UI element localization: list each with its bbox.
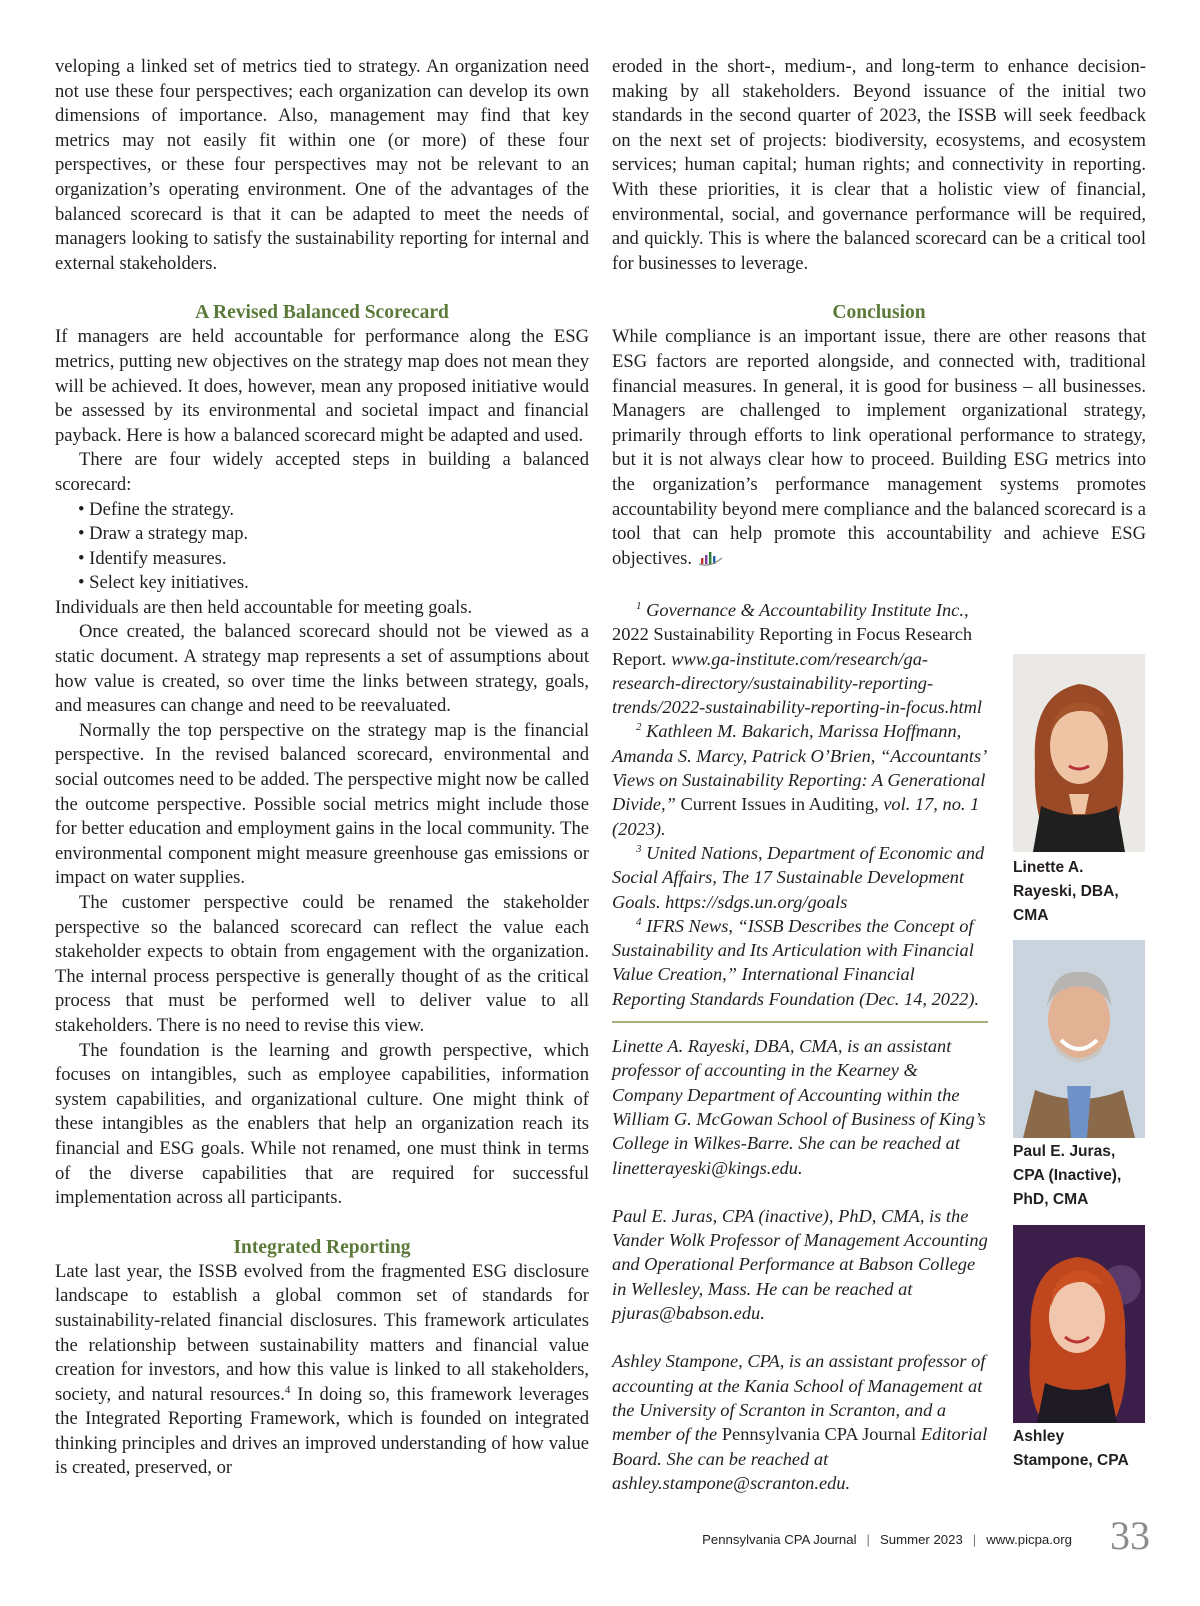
left-column [55,55,589,1481]
bio-rayeski: Linette A. Rayeski, DBA, CMA, is an assistant professor of accounting in the Kearney & Company Department of Accounting within the William G. McGowan School of Business of King’s College in Wilkes-Barre. She can be reached at linetterayeski@kings.edu. [612,1036,986,1178]
footnote-ref: 4 [284,1383,291,1396]
footnote-number: 2 [636,721,642,734]
bio-text: Pennsylvania CPA Journal [717,1424,917,1445]
section-title-integrated-reporting: Integrated Reporting [233,1236,411,1258]
photo-stampone [1013,1225,1145,1423]
bio-text: Ashley Stampone, CPA, is an assistant professor of accounting at the Kania School of Management at the University of Scranton in Scranton, and a member of the [612,1351,986,1445]
steps-list [55,498,589,596]
photo-juras [1013,940,1145,1138]
footnote-text: Governance & Accountability Institute Inc., [646,600,969,620]
paragraph: Individuals are then held accountable for meeting goals. [55,596,473,618]
paragraph-text: In doing so, this framework leverages the Integrated Reporting Framework, which is founded on integrated thinking principles and drives an improved understanding of how value is created, preserved, or [55,1383,589,1479]
caption-rayeski [1013,856,1153,928]
conclusion-paragraph [612,325,1146,574]
bio-text: Editorial Board. She can be reached at ashley.stampone@scranton.edu. [612,1424,988,1493]
footnote-text: Current Issues in Auditing [675,794,875,815]
paragraph-text: While compliance is an important issue, there are other reasons that ESG factors are reported alongside, and connected with, traditional financial measures. In general, it is good for business – all businesses. Managers are challenged to implement organizational strategy, primarily through efforts to link operational performance to strategy, but it is not always clear how to proceed. Building ESG metrics into the organization’s performance management systems promotes accountability beyond mere compliance and the balanced scorecard is a tool that can help promote this accountability and achieve ESG objectives. [612,326,1146,569]
footnote-1 [612,598,988,719]
footnote-text: . www.ga-institute.com/research/ga-research-directory/sustainability-reporting-trends/2022-sustainability-reporting-in-focus.html [612,648,983,718]
page-number: 33 [1110,1513,1150,1558]
paragraph: If managers are held accountable for performance along the ESG metrics, putting new objectives on the strategy map does not mean they will be achieved. It does, however, mean any proposed initiative would be assessed by its environmental and societal impact and financial payback. Here is how a balanced scorecard might be adapted and used. [55,326,589,446]
footnote-4 [612,914,988,1011]
caption-line: Linette A. [1013,859,1084,876]
footnote-text: , vol. 17, no. 1 (2023). [612,794,980,839]
footnote-number: 3 [636,842,642,855]
bio-juras: Paul E. Juras, CPA (inactive), PhD, CMA, is the Vander Wolk Professor of Management Accounting and Operational Performance at Babson College in Wellesley, Mass. He can be reached at pjuras@babson.edu. [612,1205,988,1324]
footnote-number: 4 [636,915,642,928]
paragraph: There are four widely accepted steps in building a balanced scorecard: [55,449,589,495]
paragraph-text: Late last year, the ISSB evolved from the fragmented ESG disclosure landscape to establish a global common set of standards for sustainability-related financial disclosures. This framework articulates the relationship between sustainability matters and financial value creation for investors, and how this value is linked to all stakeholders, society, and natural resources. [55,1260,589,1405]
footnote-text: Kathleen M. Bakarich, Marissa Hoffmann, Amanda S. Marcy, Patrick O’Brien, “Accountants’ Views on Sustainability Reporting: A Generational Divide,” [612,721,986,815]
caption-juras [1013,1140,1153,1212]
caption-line: Paul E. Juras, [1013,1143,1116,1160]
page-footer [660,1532,1146,1547]
footer-separator: | [972,1532,977,1547]
caption-line: PhD, CMA [1013,1191,1089,1208]
footnote-3 [612,841,988,914]
list-item: • Draw a strategy map. [78,522,589,547]
footer-issue: Summer 2023 [879,1532,963,1547]
footnote-text: United Nations, Department of Economic and Social Affairs, The 17 Sustainable Development Goals. https://sdgs.un.org/goals [612,842,985,912]
list-item: • Select key initiatives. [78,571,589,596]
caption-line: CMA [1013,907,1049,924]
caption-line: Rayeski, DBA, [1013,883,1119,900]
caption-line: Stampone, CPA [1013,1452,1129,1469]
list-item: • Define the strategy. [78,498,589,523]
footnote-text: IFRS News, “ISSB Describes the Concept of Sustainability and Its Articulation with Financial Value Creation,” International Financial Reporting Standards Foundation (Dec. 14, 2022). [612,915,980,1009]
paragraph [55,1260,589,1481]
footnote-number: 1 [636,599,642,612]
footnote-text: 2022 Sustainability Reporting in Focus Research Report [612,624,973,669]
caption-line: CPA (Inactive), [1013,1167,1122,1184]
paragraph: The foundation is the learning and growth perspective, which focuses on intangibles, such as employee capabilities, information system capabilities, and organizational culture. One might think of these intangibles as the enablers that help an organization reach its financial and ESG goals. While not renamed, one must think in terms of the diverse capabilities that are required for successful implementation across all participants. [55,1039,589,1209]
caption-line: Ashley [1013,1428,1065,1445]
footnotes-bios [612,598,988,1519]
divider [612,1021,988,1023]
section-title-revised-scorecard: A Revised Balanced Scorecard [195,302,449,324]
paragraph: The customer perspective could be renamed the stakeholder perspective so the balanced scorecard can reflect the value each stakeholder expects to obtain from engagement with the organization. The internal process perspective is generally thought of as the critical process that must be performed well to deliver value to all stakeholders. There is no need to revise this view. [55,892,589,1036]
end-mark-icon [698,549,724,575]
intro-paragraph: veloping a linked set of metrics tied to strategy. An organization need not use these four perspectives; each organization can develop its own dimensions of importance. Also, management may find that key metrics may not easily fit within one (or more) of these four perspectives, or these four perspectives may not be relevant to an organization’s operating environment. One of the advantages of the balanced scorecard is that it can be adapted to meet the needs of managers looking to satisfy the sustainability reporting for internal and external stakeholders. [55,56,589,274]
paragraph: eroded in the short-, medium-, and long-term to enhance decision-making by all stakeholders. Beyond issuance of the initial two standards in the second quarter of 2023, the ISSB will seek feedback on the next set of projects: biodiversity, ecosystems, and ecosystem services; human capital; human rights; and connectivity in reporting. With these priorities, it is clear that a holistic view of financial, environmental, social, and governance performance will be required, and quickly. This is where the balanced scorecard can be a critical tool for businesses to leverage. [612,56,1146,274]
bio-stampone [612,1349,988,1495]
paragraph: Normally the top perspective on the strategy map is the financial perspective. In the revised balanced scorecard, environmental and social outcomes need to be added. The perspective might now be called the outcome perspective. Possible social metrics might include those for better education and employment gains in the local community. The environmental component might measure greenhouse gas emissions or impact on water supplies. [55,719,589,889]
section-title-conclusion: Conclusion [832,302,926,324]
list-item: • Identify measures. [78,547,589,572]
paragraph: Once created, the balanced scorecard should not be viewed as a static document. A strategy map represents a set of assumptions about how value is created, so over time the links between strategy, goals, and measures can change and need to be reevaluated. [55,621,589,717]
footer-journal: Pennsylvania CPA Journal [702,1532,857,1547]
caption-stampone [1013,1425,1153,1473]
footer-separator: | [866,1532,870,1547]
right-column [612,55,1146,574]
footer-site[interactable]: www.picpa.org [986,1532,1072,1547]
photo-rayeski [1013,654,1145,852]
footnote-2 [612,719,988,840]
